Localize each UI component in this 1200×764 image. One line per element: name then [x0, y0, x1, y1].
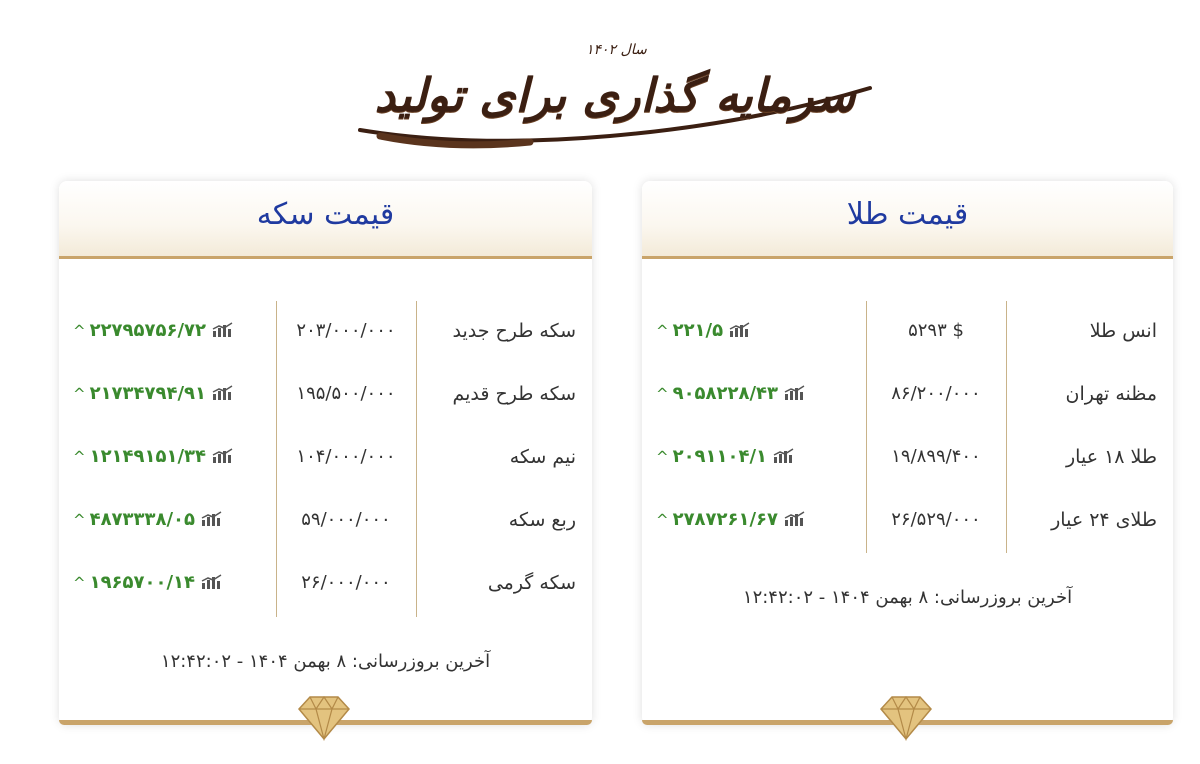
change-value: ۴۸۷۳۳۳۸/۰۵ — [89, 509, 196, 530]
banner-year: سال ۱۴۰۲ — [586, 42, 647, 58]
row-price: ۱۰۴/۰۰۰/۰۰۰ — [296, 446, 396, 467]
bar-chart-icon[interactable] — [784, 511, 806, 527]
row-label: سکه طرح قدیم — [452, 383, 576, 405]
banner-slogan: سرمایه گذاری برای تولید — [374, 68, 856, 122]
diamond-icon — [298, 695, 350, 741]
row-label: سکه طرح جدید — [452, 320, 576, 342]
up-arrow-icon: ^ — [73, 574, 86, 592]
row-price: ۱۹/۸۹۹/۴۰۰ — [891, 446, 981, 467]
bar-chart-icon[interactable] — [773, 448, 795, 464]
column-divider — [866, 301, 867, 553]
bar-chart-icon[interactable] — [212, 322, 234, 338]
coin-card-header — [59, 181, 592, 259]
change-value: ۲۱۷۳۴۷۹۴/۹۱ — [89, 383, 207, 404]
gold-card-title: قیمت طلا — [846, 197, 969, 232]
change-value: ۲۰۹۱۱۰۴/۱ — [672, 446, 768, 467]
up-arrow-icon: ^ — [73, 448, 86, 466]
change-value: ۲۲۷۹۵۷۵۶/۷۲ — [89, 320, 207, 341]
up-arrow-icon: ^ — [73, 385, 86, 403]
row-price: ۲۶/۵۲۹/۰۰۰ — [891, 509, 981, 530]
row-price: ۵۹/۰۰۰/۰۰۰ — [301, 509, 391, 530]
bar-chart-icon[interactable] — [784, 385, 806, 401]
bar-chart-icon[interactable] — [212, 385, 234, 401]
bar-chart-icon[interactable] — [201, 574, 223, 590]
row-price: ۲۶/۰۰۰/۰۰۰ — [301, 572, 391, 593]
up-arrow-icon: ^ — [656, 385, 669, 403]
row-label: سکه گرمی — [487, 572, 576, 594]
row-price: ۱۹۵/۵۰۰/۰۰۰ — [296, 383, 396, 404]
gold-card-header — [642, 181, 1173, 259]
last-updated: آخرین بروزرسانی: ۸ بهمن ۱۴۰۴ - ۱۲:۴۲:۰۲ — [160, 651, 491, 672]
change-value: ۲۷۸۷۲۶۱/۶۷ — [672, 509, 779, 530]
change-value: ۹۰۵۸۲۲۸/۴۳ — [672, 383, 779, 404]
last-updated: آخرین بروزرسانی: ۸ بهمن ۱۴۰۴ - ۱۲:۴۲:۰۲ — [742, 587, 1073, 608]
up-arrow-icon: ^ — [656, 322, 669, 340]
up-arrow-icon: ^ — [73, 511, 86, 529]
row-price: ۸۶/۲۰۰/۰۰۰ — [891, 383, 981, 404]
up-arrow-icon: ^ — [656, 448, 669, 466]
row-label: طلای ۲۴ عیار — [1051, 509, 1157, 531]
up-arrow-icon: ^ — [73, 322, 86, 340]
bar-chart-icon[interactable] — [729, 322, 751, 338]
change-value: ۱۲۱۴۹۱۵۱/۳۴ — [89, 446, 207, 467]
column-divider — [276, 301, 277, 617]
banner — [350, 38, 880, 168]
row-label: طلا ۱۸ عیار — [1066, 446, 1157, 468]
bar-chart-icon[interactable] — [212, 448, 234, 464]
row-label: مظنه تهران — [1065, 383, 1157, 405]
row-label: ربع سکه — [508, 509, 576, 531]
up-arrow-icon: ^ — [656, 511, 669, 529]
row-price: ۲۰۳/۰۰۰/۰۰۰ — [296, 320, 396, 341]
coin-price-card — [59, 181, 592, 725]
gold-price-card — [642, 181, 1173, 725]
row-label: انس طلا — [1089, 320, 1157, 342]
row-label: نیم سکه — [509, 446, 576, 468]
column-divider — [1006, 301, 1007, 553]
bar-chart-icon[interactable] — [201, 511, 223, 527]
change-value: ۱۹۶۵۷۰۰/۱۴ — [89, 572, 196, 593]
coin-card-title: قیمت سکه — [256, 197, 395, 232]
row-price: $ ۵۲۹۳ — [908, 320, 964, 341]
diamond-icon — [880, 695, 932, 741]
change-value: ۲۲۱/۵ — [672, 320, 724, 341]
